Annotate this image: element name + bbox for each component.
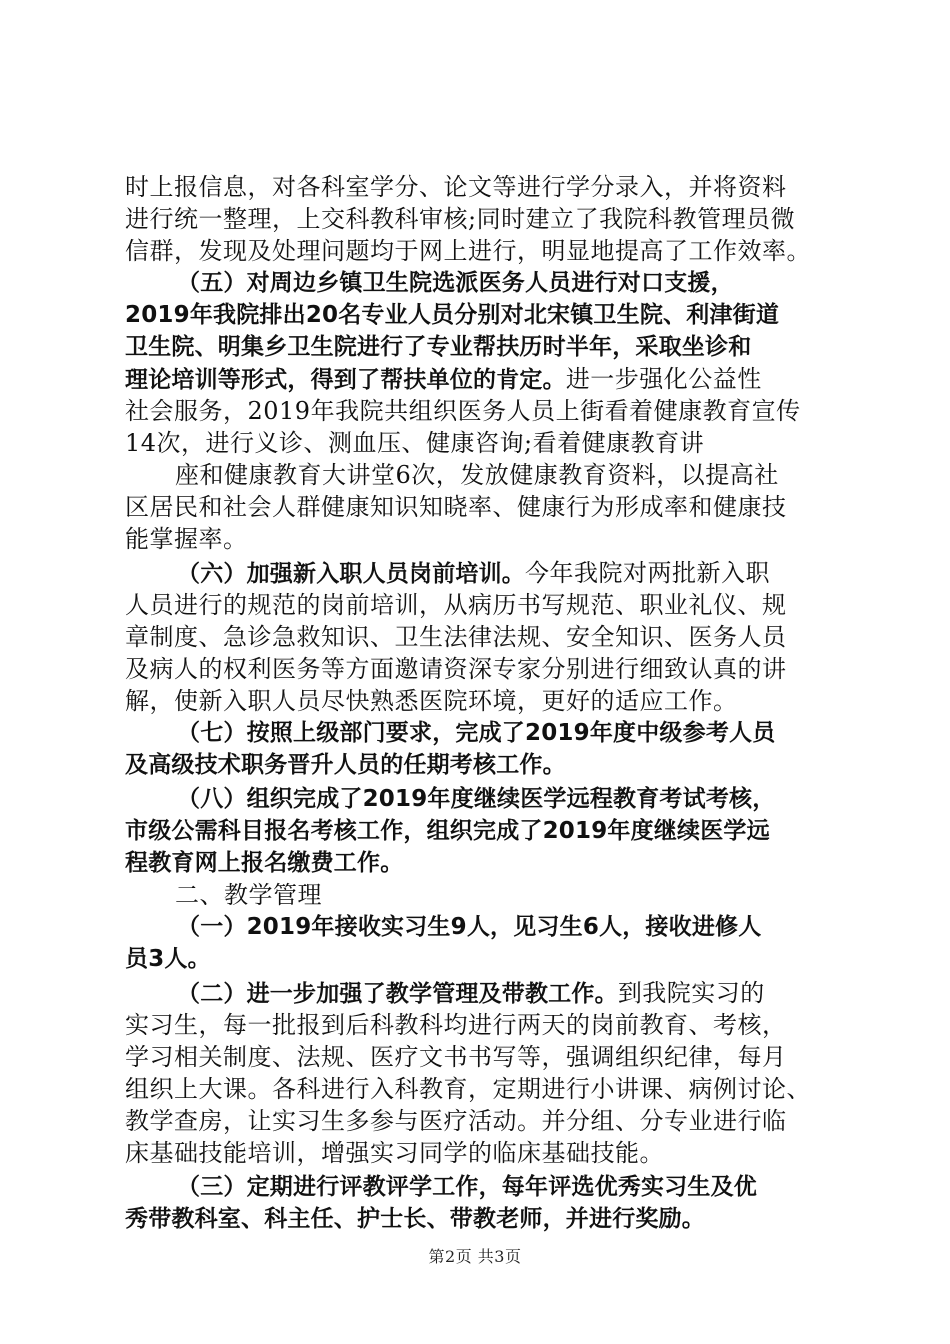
text-line-mixed	[125, 557, 830, 589]
text-line: 人员进行的规范的岗前培训，从病历书写规范、职业礼仪、规	[125, 591, 787, 619]
text-line: 时上报信息，对各科室学分、论文等进行学分录入，并将资料	[125, 173, 787, 201]
text-line: 信群，发现及处理问题均于网上进行，明显地提高了工作效率。	[125, 237, 811, 265]
text-normal-span: 今年我院对两批新入职	[525, 559, 770, 587]
document-body	[125, 171, 830, 1235]
text-line-bold: 卫生院、明集乡卫生院进行了专业帮扶历时半年，采取坐诊和	[125, 334, 752, 360]
text-line: 床基础技能培训，增强实习同学的临床基础技能。	[125, 1139, 664, 1167]
text-line: 进行统一整理，上交科教科审核;同时建立了我院科教管理员微	[125, 205, 796, 233]
text-line: 14次，进行义诊、测血压、健康咨询;看着健康教育讲	[125, 429, 705, 457]
chapter-heading: 二、教学管理	[175, 881, 322, 909]
text-normal-span: 到我院实习的	[617, 979, 765, 1007]
text-line-bold: 员3人。	[125, 946, 211, 972]
text-line-bold: 秀带教科室、科主任、护士长、带教老师，并进行奖励。	[125, 1206, 705, 1232]
text-line-mixed	[125, 977, 830, 1009]
text-normal-span: 进一步强化公益性	[565, 365, 762, 393]
text-line: 学习相关制度、法规、医疗文书书写等，强调组织纪律，每月	[125, 1043, 787, 1071]
section-heading-7: （七）按照上级部门要求，完成了2019年度中级参考人员	[177, 720, 776, 746]
section-heading-6: （六）加强新入职人员岗前培训。	[177, 561, 525, 587]
text-line: 座和健康教育大讲堂6次，发放健康教育资料，以提高社	[175, 461, 779, 489]
page-number-footer: 第2页 共3页	[428, 1247, 522, 1266]
section-heading-5: （五）对周边乡镇卫生院选派医务人员进行对口支援，	[177, 270, 734, 296]
text-line-mixed	[125, 363, 830, 395]
section-heading-teaching-3: （三）定期进行评教评学工作，每年评选优秀实习生及优	[177, 1174, 757, 1200]
section-heading-teaching-2: （二）进一步加强了教学管理及带教工作。	[177, 981, 618, 1007]
text-bold-span: 理论培训等形式，得到了帮扶单位的肯定。	[125, 367, 566, 393]
text-line: 能掌握率。	[125, 525, 248, 553]
text-line-bold: 程教育网上报名缴费工作。	[125, 850, 404, 876]
text-line: 及病人的权利医务等方面邀请资深专家分别进行细致认真的讲	[125, 655, 787, 683]
text-line: 区居民和社会人群健康知识知晓率、健康行为形成率和健康技	[125, 493, 787, 521]
text-line-bold: 及高级技术职务晋升人员的任期考核工作。	[125, 752, 566, 778]
text-line-bold: 市级公需科目报名考核工作，组织完成了2019年度继续医学远	[125, 818, 770, 844]
text-line: 解，使新入职人员尽快熟悉医院环境，更好的适应工作。	[125, 687, 738, 715]
text-line: 章制度、急诊急救知识、卫生法律法规、安全知识、医务人员	[125, 623, 787, 651]
section-heading-teaching-1: （一）2019年接收实习生9人，见习生6人，接收进修人	[177, 914, 762, 940]
text-line: 组织上大课。各科进行入科教育，定期进行小讲课、病例讨论、	[125, 1075, 811, 1103]
text-line: 实习生，每一批报到后科教科均进行两天的岗前教育、考核，	[125, 1011, 787, 1039]
text-line: 教学查房，让实习生多参与医疗活动。并分组、分专业进行临	[125, 1107, 787, 1135]
section-heading-8: （八）组织完成了2019年度继续医学远程教育考试考核，	[177, 786, 776, 812]
text-line-bold: 2019年我院排出20名专业人员分别对北宋镇卫生院、利津街道	[125, 302, 780, 328]
text-line: 社会服务，2019年我院共组织医务人员上街看着健康教育宣传	[125, 397, 801, 425]
